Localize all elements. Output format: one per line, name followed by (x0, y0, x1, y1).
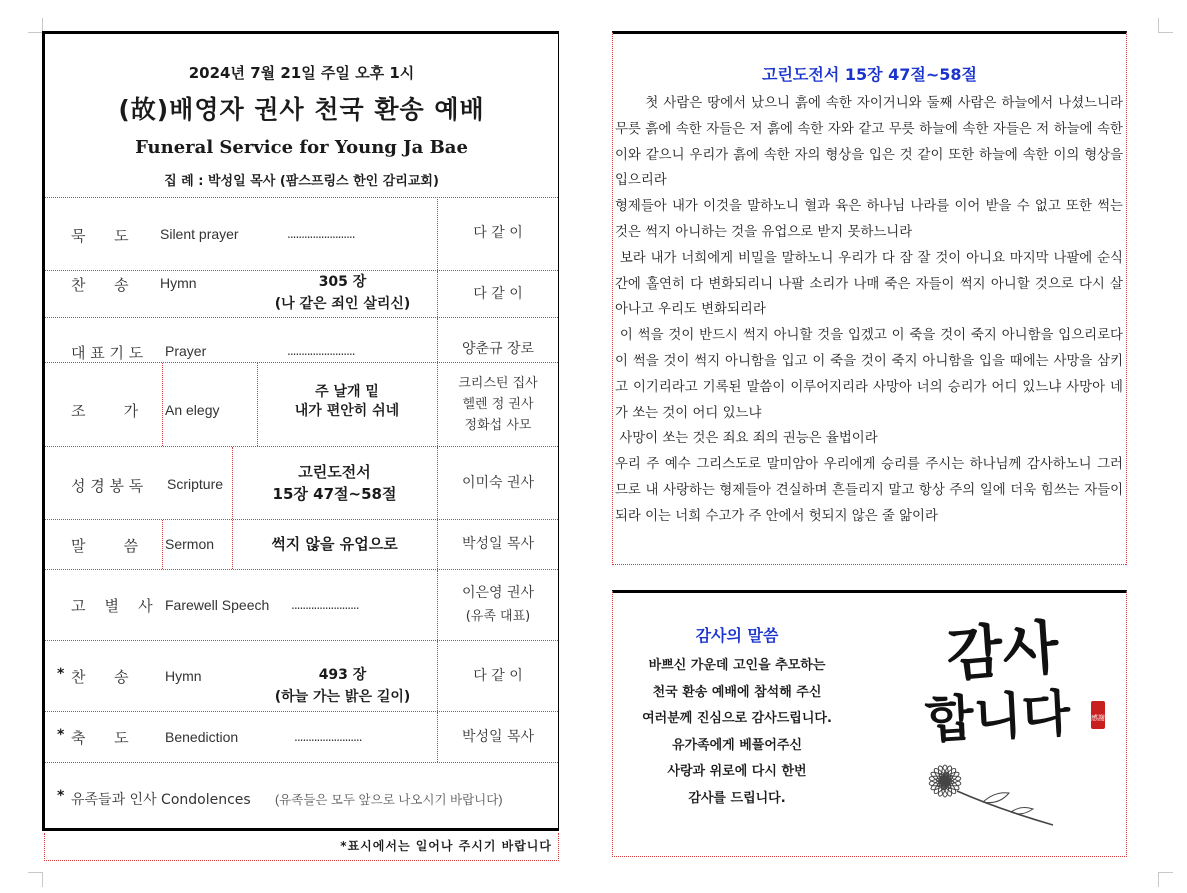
order-of-service-panel (42, 31, 559, 831)
item-performer: 크리스틴 집사 헬렌 정 권사 정화섭 사모 (437, 363, 558, 446)
thanks-message: 바쁘신 가운데 고인을 추모하는 천국 환송 예배에 참석해 주신 여러분께 진심으로 감사드립니다. 유가족에게 베풀어주신 사랑과 위로에 다시 한번 감사를 드립니다. (642, 658, 832, 806)
item-name-en: Hymn (165, 668, 202, 684)
seal-text: 感謝 (1091, 714, 1105, 722)
order-row-sermon (45, 520, 558, 570)
order-row-hymn-1 (45, 271, 558, 318)
item-name-ko: 성 경 봉 독 (71, 477, 144, 495)
item-name-ko: 축 도 (71, 729, 129, 747)
item-performer: 다 같 이 (437, 641, 558, 711)
item-content: 493 장 (하늘 가는 밝은 길이) (274, 667, 411, 705)
condolences-label: 유족들과 인사 Condolences (71, 792, 251, 808)
scripture-panel (612, 31, 1127, 565)
item-name-en: Silent prayer (160, 226, 239, 242)
item-name-ko: 조 가 (71, 402, 139, 420)
scripture-paragraph: 이 썩을 것이 반드시 썩지 아니할 것을 입겠고 이 죽을 것이 죽지 아니함을 입으리로다 이 썩을 것이 썩지 아니함을 입고 이 죽을 것이 죽지 아니함을 입을 때에는 사망을 삼키고 이기리라고 기록된 말씀이 이루어지리라 사망아 너의 승리가 어디 있느냐 사망아 네가 쏘는 것이 어디 있느냐 (615, 328, 1128, 421)
order-row-silent-prayer (45, 197, 558, 271)
item-content: ........................ (287, 227, 355, 241)
item-performer: 이은영 권사 (유족 대표) (437, 570, 558, 640)
item-name-en: An elegy (165, 402, 220, 418)
order-row-benediction (45, 712, 558, 763)
standing-mark: * (57, 788, 65, 804)
item-name-en: Hymn (160, 275, 197, 291)
item-content: ........................ (294, 730, 362, 744)
crop-mark-top-left (28, 18, 43, 33)
calligraphy-thank-you (903, 609, 1113, 829)
thanks-panel (612, 590, 1127, 857)
item-performer: 다 같 이 (437, 197, 558, 270)
crop-mark-bottom-left (28, 872, 43, 887)
item-name-ko: 찬 송 (71, 668, 129, 686)
scripture-paragraph: 첫 사람은 땅에서 났으니 흙에 속한 자이거니와 둘째 사람은 하늘에서 나셨느니라 무릇 흙에 속한 자들은 저 흙에 속한 자와 같고 무릇 하늘에 속한 자들은 저 하늘에 속한 이와 같으니 우리가 흙에 속한 자의 형상을 입은 것 같이 또한 하늘에 속한 이의 형상을 입으리라 (615, 96, 1128, 189)
item-content: ........................ (291, 598, 359, 612)
item-performer: 양춘규 장로 (437, 318, 558, 362)
item-name-en: Sermon (165, 536, 215, 552)
item-name-ko: 찬 송 (71, 276, 129, 294)
thanks-title: 감사의 말씀 (695, 626, 779, 645)
officiant: 집 례 : 박성일 목사 (팜스프링스 한인 감리교회) (164, 174, 439, 189)
item-name-en: Farewell Speech (165, 597, 270, 613)
scripture-paragraph: 보라 내가 너희에게 비밀을 말하노니 우리가 다 잠 잘 것이 아니요 마지막 나팔에 순식간에 홀연히 다 변화되리니 나팔 소리가 나매 죽은 자들이 썩지 아니할 것으로 다시 살아나고 우리도 변화되리라 (615, 250, 1123, 318)
item-performer: 다 같 이 (437, 271, 558, 317)
item-name-ko: 대 표 기 도 (71, 344, 144, 362)
service-title-english: Funeral Service for Young Ja Bae (135, 137, 468, 158)
item-content: 305 장 (나 같은 죄인 살리신) (274, 274, 411, 312)
item-performer: 이미숙 권사 (437, 447, 558, 519)
item-content: 고린도전서 15장 47절~58절 (272, 463, 397, 503)
item-name-ko: 묵 도 (71, 227, 129, 245)
scripture-paragraph: 우리 주 예수 그리스도로 말미암아 우리에게 승리를 주시는 하나님께 감사하노니 그러므로 내 사랑하는 형제들아 견실하며 흔들리지 말고 항상 주의 일에 더욱 힘쓰는 자들이 되라 이는 너희 수고가 주 안에서 헛되지 않은 줄 앎이라 (615, 457, 1123, 524)
order-row-condolences (45, 763, 558, 831)
item-content: 썩지 않을 유업으로 (271, 535, 398, 553)
chrysanthemum-icon (929, 765, 1053, 825)
calligraphy-line-2: 합니다 (924, 684, 1072, 750)
item-performer: 박성일 목사 (437, 520, 558, 569)
service-date: 2024년 7월 21일 주일 오후 1시 (188, 64, 415, 82)
scripture-text (615, 91, 1128, 530)
item-name-en: Benediction (165, 729, 239, 745)
scripture-paragraph: 사망이 쏘는 것은 죄요 죄의 권능은 율법이라 (615, 431, 878, 447)
order-row-farewell (45, 570, 558, 641)
order-row-scripture (45, 447, 558, 520)
standing-mark: * (57, 666, 65, 682)
standing-mark: * (57, 727, 65, 743)
item-content: 주 날개 밑 내가 편안히 쉬네 (294, 384, 400, 419)
order-row-hymn-2 (45, 641, 558, 712)
condolences-note: (유족들은 모두 앞으로 나오시기 바랍니다) (275, 793, 503, 807)
item-name-en: Scripture (167, 476, 224, 492)
item-name-ko: 말 씀 (71, 537, 139, 555)
order-row-elegy (45, 363, 558, 447)
crop-mark-top-right (1158, 18, 1173, 33)
item-name-en: Prayer (165, 343, 207, 359)
item-content: ........................ (287, 344, 355, 358)
crop-mark-bottom-right (1158, 872, 1173, 887)
item-performer: 박성일 목사 (437, 712, 558, 762)
service-title: (故)배영자 권사 천국 환송 예배 (118, 95, 485, 124)
scripture-paragraph: 형제들아 내가 이것을 말하노니 혈과 육은 하나님 나라를 이어 받을 수 없고 또한 썩는 것은 썩지 아니하는 것을 유업으로 받지 못하느니라 (615, 199, 1123, 240)
calligraphy-line-1: 감사 (944, 613, 1061, 689)
order-row-prayer (45, 318, 558, 363)
item-name-ko: 고 별 사 (71, 597, 153, 615)
service-header (45, 34, 558, 198)
scripture-title: 고린도전서 15장 47절~58절 (762, 65, 977, 84)
standing-note: *표시에서는 일어나 주시기 바랍니다 (44, 833, 559, 861)
